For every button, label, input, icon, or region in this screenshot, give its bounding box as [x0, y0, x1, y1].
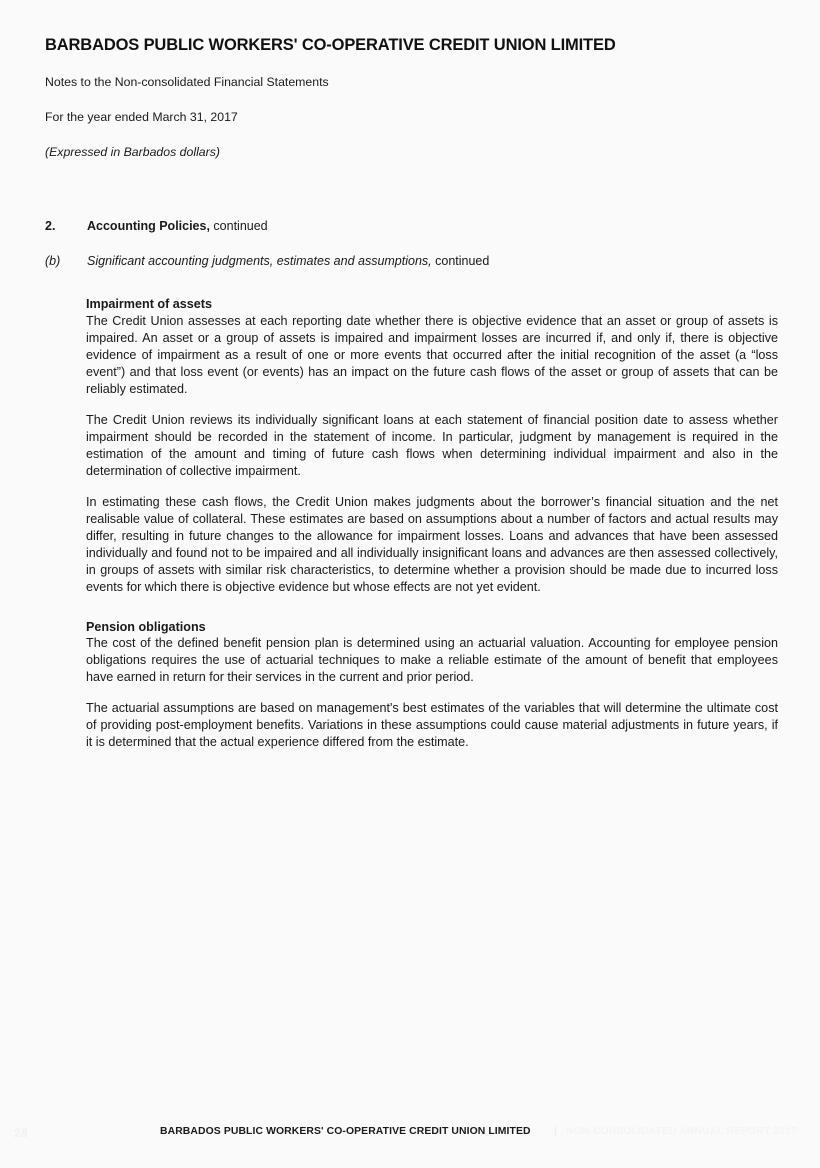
- page-footer: [0, 1124, 820, 1148]
- footer-organization: BARBADOS PUBLIC WORKERS' CO-OPERATIVE CREDIT UNION LIMITED: [160, 1126, 531, 1137]
- section-impairment-of-assets: [86, 296, 778, 597]
- page-number: 28: [14, 1126, 28, 1140]
- section-heading: Impairment of assets: [86, 297, 212, 311]
- section-paragraph: The actuarial assumptions are based on management's best estimates of the variables that will determine the ultimate cost of providing post-employment benefits. Variations in these assumptions could cause material adjustments in future years, if it is determined that the actual experience differed from the estimate.: [86, 701, 778, 750]
- document-header: [45, 36, 780, 159]
- footer-report-label: NON-CONSOLIDATED ANNUAL REPORT 2017: [566, 1126, 797, 1137]
- subsection-letter: (b): [45, 254, 61, 268]
- subsection-continued: continued: [435, 254, 490, 268]
- note-title: Accounting Policies,: [87, 219, 210, 233]
- note-number: 2.: [45, 219, 56, 233]
- document-currency-note: (Expressed in Barbados dollars): [45, 144, 220, 159]
- note-continued: continued: [213, 219, 268, 233]
- section-paragraph: The Credit Union assesses at each reporting date whether there is objective evidence that an asset or group of assets is impaired. An asset or a group of assets is impaired and impairment losses are incurred if, and only if, there is objective evidence of impairment as a result of one or more events that occurred after the initial recognition of the asset (a “loss event”) and that loss event (or events) has an impact on the future cash flows of the asset or group of assets that can be reliably estimated.: [86, 313, 778, 396]
- page-title: BARBADOS PUBLIC WORKERS' CO-OPERATIVE CREDIT UNION LIMITED: [45, 36, 616, 54]
- note-heading: [45, 219, 780, 234]
- subsection-title: Significant accounting judgments, estimates and assumptions,: [87, 254, 432, 268]
- document-subtitle: Notes to the Non-consolidated Financial Statements: [45, 75, 329, 89]
- section-paragraph: The Credit Union reviews its individually significant loans at each statement of financial position date to assess whether impairment should be recorded in the statement of income. In particular, judgment by management is required in the estimation of the amount and timing of future cash flows when determining individual impairment and also in the determination of collective impairment.: [86, 412, 778, 479]
- footer-separator: |: [554, 1126, 557, 1137]
- section-paragraph: The cost of the defined benefit pension plan is determined using an actuarial valuation. Accounting for employee pension obligations requires the use of actuarial techniques to make a reliable estimate of the amount of benefit that employees have earned in return for their services in the current and prior period.: [86, 636, 778, 685]
- document-period: For the year ended March 31, 2017: [45, 109, 238, 124]
- section-pension-obligations: [86, 619, 778, 752]
- section-heading: Pension obligations: [86, 619, 206, 634]
- subsection-heading: [45, 254, 780, 269]
- section-paragraph: In estimating these cash flows, the Credit Union makes judgments about the borrower’s financial situation and the net realisable value of collateral. These estimates are based on assumptions about a number of factors and actual results may differ, resulting in future changes to the allowance for impairment losses. Loans and advances that have been assessed individually and found not to be impaired and all individually insignificant loans and advances are then assessed collectively, in groups of assets with similar risk characteristics, to determine whether a provision should be made due to incurred loss events for which there is objective evidence but whose effects are not yet evident.: [86, 495, 778, 595]
- document-body: [86, 296, 778, 752]
